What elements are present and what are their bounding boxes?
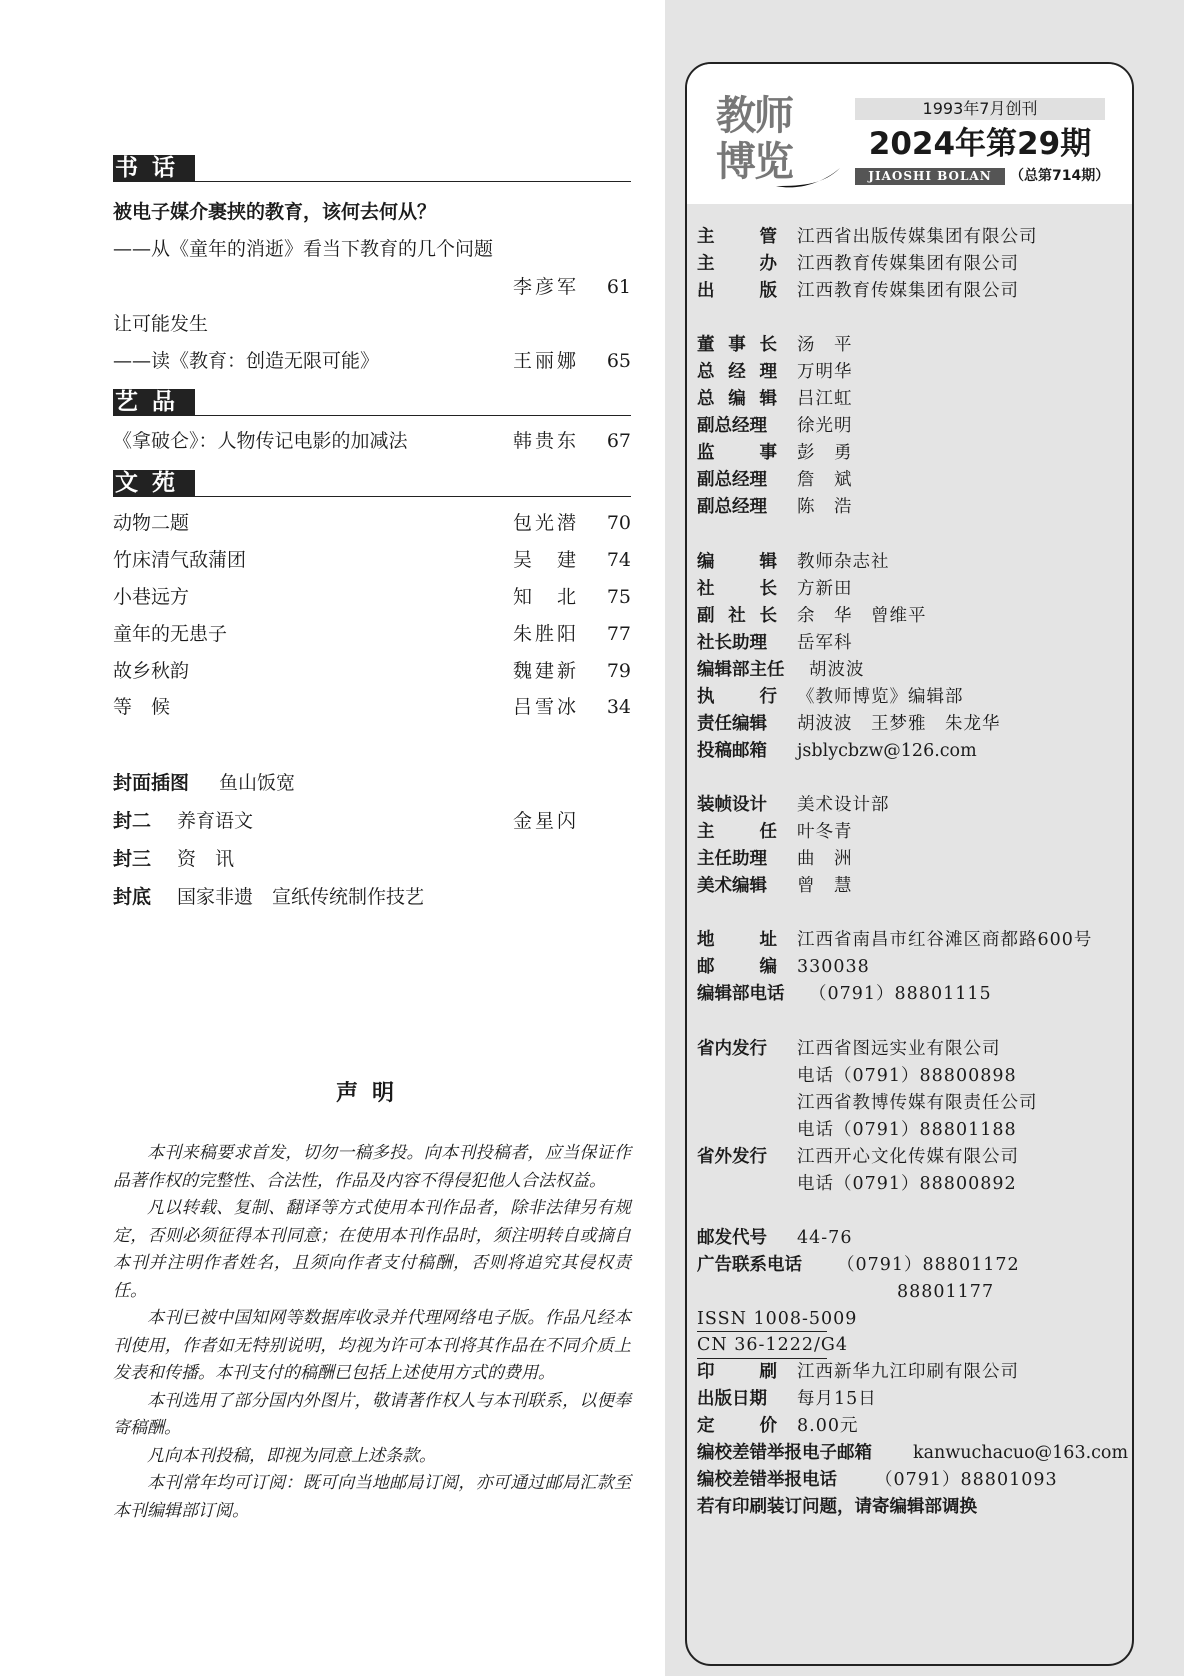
info-label: 监事 [697,443,777,463]
cover-credit-value: 养育语文 [177,810,254,832]
founded-date: 1993年7月创刊 [855,98,1105,120]
toc-item-title: 等 候 [113,696,171,718]
info-row [697,1063,1127,1089]
info-row [697,792,1127,818]
issn-divider [697,1358,827,1359]
info-label: 广告联系电话 [697,1255,802,1275]
info-row [697,386,1127,412]
info-row [697,467,1127,493]
statement-paragraph: 凡以转载、复制、翻译等方式使用本刊作品者，除非法律另有规定，否则必须征得本刊同意；在使用本刊作品时，须注明转自或摘自本刊并注明作者姓名，且须向作者支付稿酬，否则将追究其侵权责任。 [113,1198,631,1301]
info-row [697,1279,1127,1305]
info-row [697,1225,1127,1251]
info-row [697,954,1127,980]
info-value: 詹 斌 [797,470,853,490]
toc-item-author: 韩贵东 [513,430,580,452]
info-row [697,1494,1127,1520]
info-value: 岳军科 [797,633,853,653]
toc-item[interactable] [113,346,631,376]
cover-credit-key: 封底 [113,886,152,908]
info-row [697,1386,1127,1412]
info-row [697,224,1127,250]
info-value: 徐光明 [797,416,853,436]
info-row [697,413,1127,439]
info-value: 88801177 [897,1282,995,1302]
toc-item-page: 67 [606,430,631,452]
info-label: 总编辑 [697,389,777,409]
toc-item[interactable] [113,234,631,264]
info-value: （0791）88801093 [875,1470,1058,1490]
info-value: 彭 勇 [797,443,853,463]
toc-item-page: 79 [606,660,631,682]
info-label: 主任助理 [697,849,767,869]
toc-item-author: 吴 建 [513,549,580,571]
cover-credit-value: 资 讯 [177,848,235,870]
toc-item[interactable] [113,692,631,722]
info-value: 曲 洲 [797,849,853,869]
info-value: 陈 浩 [797,497,853,517]
section-label: 文苑 [113,470,195,496]
toc-item-author: 朱胜阳 [513,623,580,645]
info-label: 定价 [697,1416,777,1436]
cover-credit-value: 鱼山饭宽 [219,772,296,794]
statement-title: 声明 [335,1081,408,1106]
info-label: 主办 [697,254,777,274]
info-value: 江西省教博传媒有限责任公司 [797,1093,1038,1113]
toc-item-author: 知 北 [513,586,580,608]
toc-item-title: 故乡秋韵 [113,660,190,682]
cover-credit [113,844,631,874]
info-row [697,1171,1127,1197]
info-label: 总经理 [697,362,777,382]
info-value: 吕江虹 [797,389,853,409]
info-label: 编辑 [697,552,777,572]
info-value: 叶冬青 [797,822,853,842]
statement-paragraph: 本刊选用了部分国内外图片，敬请著作权人与本刊联系，以便奉寄稿酬。 [113,1390,631,1438]
info-row [697,819,1127,845]
info-value: 每月15日 [797,1389,877,1409]
cover-credit-author: 金星闪 [513,810,580,832]
info-row [697,1332,1127,1358]
info-label: 出版日期 [697,1389,767,1409]
toc-item-author: 王丽娜 [513,350,580,372]
section-label: 书话 [113,155,195,181]
info-row [697,359,1127,385]
info-row [697,278,1127,304]
info-label: 省内发行 [697,1039,767,1059]
section-header-shuhua [113,155,631,182]
info-row [697,1440,1127,1466]
toc-item-title: 童年的无患子 [113,623,228,645]
info-value: 330038 [797,957,870,977]
toc-item[interactable] [113,272,631,302]
info-label: 编辑部电话 [697,984,785,1004]
info-label: 编校差错举报电话 [697,1470,837,1490]
toc-item[interactable] [113,309,631,339]
toc-item[interactable] [113,508,631,538]
info-value: 汤 平 [797,335,853,355]
info-value: 美术设计部 [797,795,890,815]
toc-item-title: 小巷远方 [113,586,190,608]
toc-item[interactable] [113,656,631,686]
info-row [697,630,1127,656]
info-label: 邮发代号 [697,1228,767,1248]
info-row [697,1090,1127,1116]
info-label: 社长 [697,579,777,599]
info-label: 执行 [697,687,777,707]
toc-item-page: 61 [606,276,631,298]
info-label: 副社长 [697,606,777,626]
info-label: 主管 [697,227,777,247]
toc-item-subtitle: ——从《童年的消逝》看当下教育的几个问题 [113,238,494,260]
info-row [697,576,1127,602]
toc-item-author: 魏建新 [513,660,580,682]
info-row [697,1359,1127,1385]
statement-paragraph: 本刊来稿要求首发，切勿一稿多投。向本刊投稿者，应当保证作品著作权的完整性、合法性，作品及内容不得侵犯他人合法权益。 [113,1143,631,1191]
info-label: 装帧设计 [697,795,767,815]
toc-item-title: 竹床清气敌蒲团 [113,549,247,571]
toc-item-title: 被电子媒介裹挟的教育，该何去何从？ [113,201,437,223]
info-label: 副总经理 [697,470,767,490]
info-value: 曾 慧 [797,876,853,896]
section-header-wenyuan [113,470,631,497]
info-value: 余 华 曾维平 [797,606,927,626]
info-label: 出版 [697,281,777,301]
info-row [697,1252,1127,1278]
info-label: 副总经理 [697,497,767,517]
info-label: 责任编辑 [697,714,767,734]
total-issue: （总第714期） [1010,168,1110,184]
info-row [697,684,1127,710]
info-label: 地址 [697,930,777,950]
cover-credit [113,806,631,836]
info-row [697,846,1127,872]
info-value: 江西教育传媒集团有限公司 [797,281,1019,301]
info-value: （0791）88801172 [837,1255,1020,1275]
info-value: 教师杂志社 [797,552,890,572]
toc-item-subtitle: ——读《教育：创造无限可能》 [113,350,380,372]
info-value: 万明华 [797,362,853,382]
info-row [697,738,1127,764]
toc-item[interactable] [113,619,631,649]
statement-paragraph: 本刊常年均可订阅：既可向当地邮局订阅，亦可通过邮局汇款至本刊编辑部订阅。 [113,1473,631,1521]
info-label: 美术编辑 [697,876,767,896]
info-row [697,440,1127,466]
magazine-logo [716,94,821,186]
toc-item-page: 65 [606,350,631,372]
toc-item-title: 《拿破仑》：人物传记电影的加减法 [113,430,408,452]
info-row [697,1144,1127,1170]
info-value: jsblycbzw@126.com [797,741,977,761]
info-value: 8.00元 [797,1416,859,1436]
info-row [697,873,1127,899]
toc-item-page: 74 [606,549,631,571]
info-value: 江西省出版传媒集团有限公司 [797,227,1038,247]
info-row [697,251,1127,277]
info-label: 邮编 [697,957,777,977]
cover-credit [113,768,631,798]
cover-credit-key: 封三 [113,848,152,870]
toc-item-page: 34 [606,696,631,718]
info-label: 副总经理 [697,416,767,436]
magazine-pinyin: JIAOSHI BOLAN [855,168,1005,185]
info-value: ISSN 1008-5009 [697,1309,858,1329]
info-row [697,1467,1127,1493]
info-row [697,1306,1127,1332]
info-label: 若有印刷装订问题，请寄编辑部调换 [697,1497,977,1517]
logo-line-1: 教师 [716,93,792,139]
info-value: 《教师博览》编辑部 [797,687,964,707]
toc-item-title: 让可能发生 [113,313,209,335]
cover-credit-key: 封二 [113,810,152,832]
cover-credit [113,882,631,912]
info-value: 江西省图远实业有限公司 [797,1039,1001,1059]
toc-item[interactable] [113,197,631,227]
toc-item-author: 包光潜 [513,512,580,534]
info-label: 投稿邮箱 [697,741,767,761]
info-label: 省外发行 [697,1147,767,1167]
info-label: 编校差错举报电子邮箱 [697,1443,872,1463]
info-value: kanwuchacuo@163.com [913,1443,1129,1463]
section-label: 艺品 [113,389,195,415]
statement-body [113,1140,631,1525]
info-row [697,927,1127,953]
info-value: 电话（0791）88800898 [797,1066,1017,1086]
info-value: 44-76 [797,1228,853,1248]
info-row [697,603,1127,629]
info-value: （0791）88801115 [809,984,992,1004]
section-header-yipin [113,389,631,416]
brush-stroke-icon [774,164,844,190]
info-row [697,1413,1127,1439]
info-label: 印刷 [697,1362,777,1382]
toc-item[interactable] [113,582,631,612]
info-row [697,332,1127,358]
cover-credit-value: 国家非遗 宣纸传统制作技艺 [177,886,425,908]
info-label: 社长助理 [697,633,767,653]
info-value: 江西教育传媒集团有限公司 [797,254,1019,274]
toc-item-title: 动物二题 [113,512,190,534]
info-value: 电话（0791）88800892 [797,1174,1017,1194]
toc-item-page: 77 [606,623,631,645]
info-value: 胡波波 王梦雅 朱龙华 [797,714,1001,734]
logo-line-2: 博览 [716,139,792,185]
info-value: 方新田 [797,579,853,599]
toc-item-author: 李彦军 [513,276,580,298]
toc-item[interactable] [113,426,631,456]
statement-paragraph: 凡向本刊投稿，即视为同意上述条款。 [147,1445,436,1466]
toc-item-page: 70 [606,512,631,534]
info-row [697,981,1127,1007]
toc-item-page: 75 [606,586,631,608]
info-row [697,1036,1127,1062]
info-value: 电话（0791）88801188 [797,1120,1017,1140]
toc-item-author: 吕雪冰 [513,696,580,718]
issue-number: 2024年第29期 [868,126,1092,162]
info-row [697,549,1127,575]
info-label: 主任 [697,822,777,842]
info-label: 编辑部主任 [697,660,785,680]
statement-paragraph: 本刊已被中国知网等数据库收录并代理网络电子版。作品凡经本刊使用，作者如无特别说明，均视为许可本刊将其作品在不同介质上发表和传播。本刊支付的稿酬已包括上述使用方式的费用。 [113,1308,631,1383]
issn-divider [697,1331,827,1332]
info-label: 董事长 [697,335,777,355]
info-row [697,1117,1127,1143]
info-row [697,657,1127,683]
info-row [697,494,1127,520]
info-row [697,711,1127,737]
toc-item[interactable] [113,545,631,575]
info-value: 江西开心文化传媒有限公司 [797,1147,1019,1167]
info-value: 胡波波 [809,660,865,680]
info-value: CN 36-1222/G4 [697,1335,848,1355]
info-value: 江西省南昌市红谷滩区商都路600号 [797,930,1093,950]
info-value: 江西新华九江印刷有限公司 [797,1362,1019,1382]
cover-credit-key: 封面插图 [113,772,190,794]
